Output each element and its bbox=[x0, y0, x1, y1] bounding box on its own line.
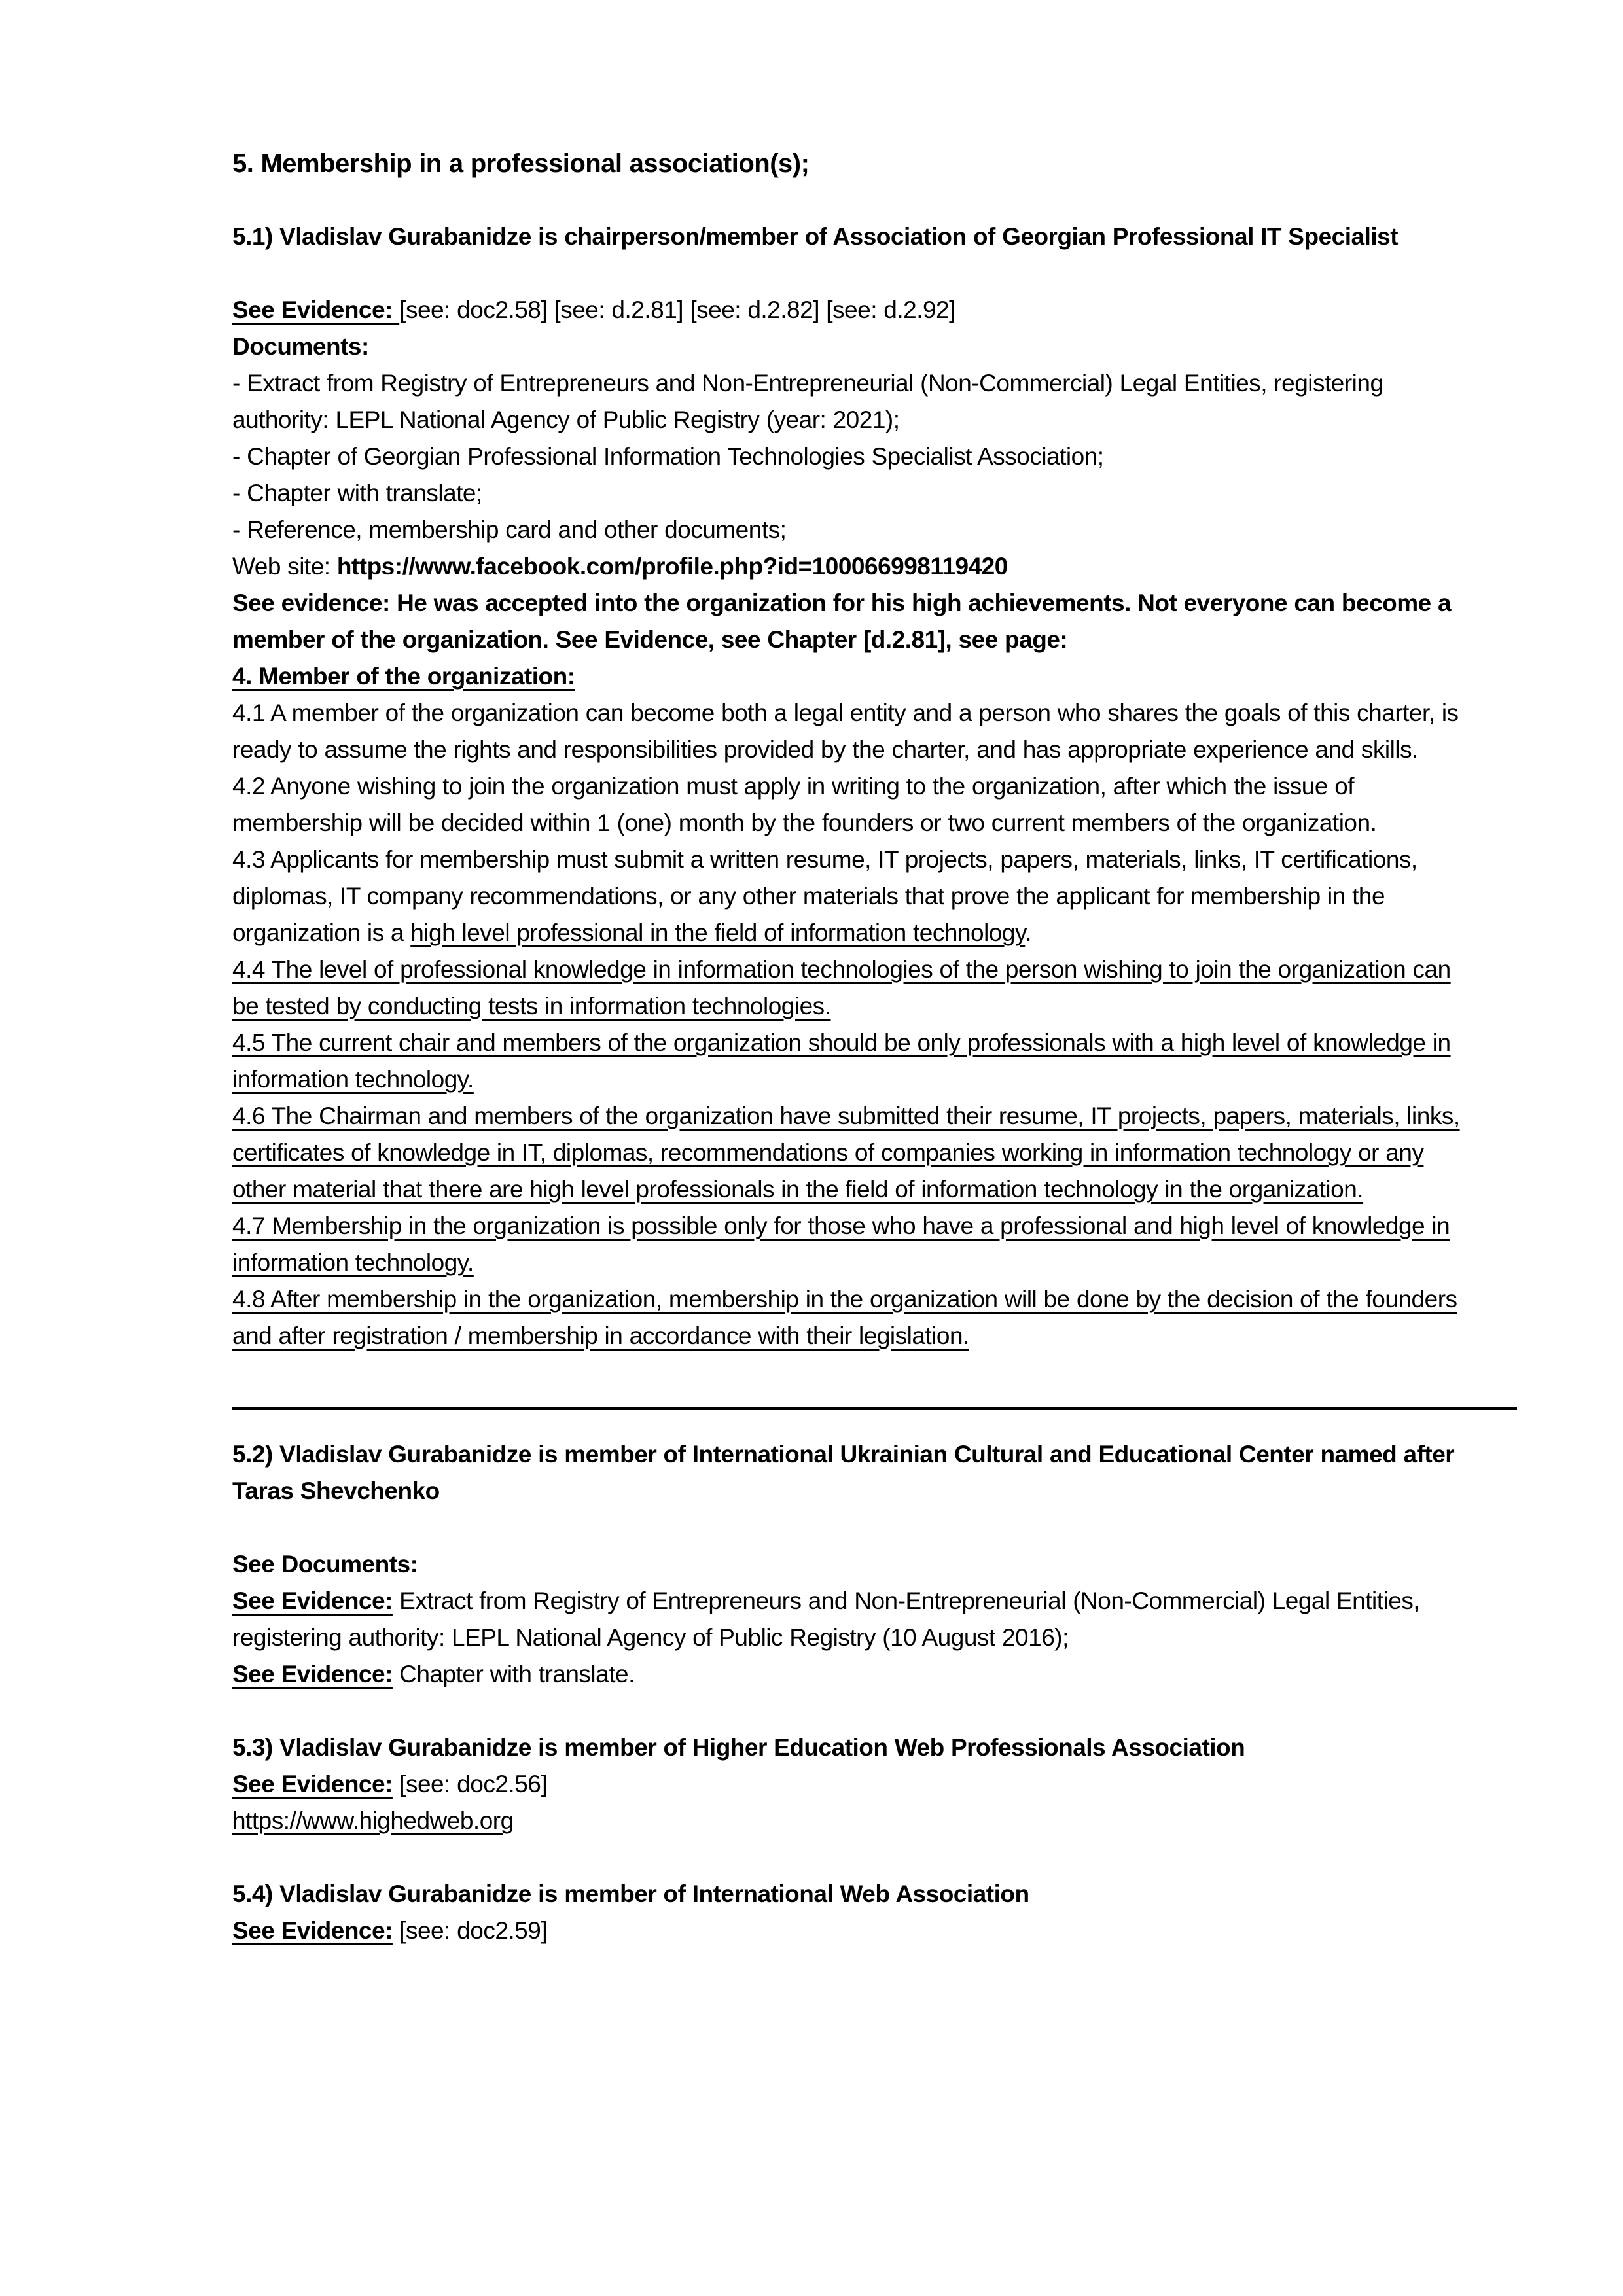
evidence-5-4-text-0: See Evidence: bbox=[232, 1917, 393, 1944]
evidence-5-2a-text-1: Extract from Registry of Entrepreneurs and Non-Entrepreneurial (Non-Commercial) Legal Entities, registering authority: LEPL National Agency of Public Registry (10 August 2016); bbox=[232, 1587, 1420, 1651]
blank-line bbox=[232, 182, 1484, 219]
clause-4-6-text-0: 4.6 The Chairman and members of the organization have submitted their resume, IT projects, papers, materials, links, certificates of knowledge in IT, diplomas, recommendations of companies working in information technology or any other material that there are high level professionals in the field of information technology in the organization. bbox=[232, 1103, 1460, 1203]
blank-line bbox=[232, 1693, 1484, 1729]
highedweb-line bbox=[232, 1803, 1484, 1839]
clause-4-3-text-1: high level professional in the field of information technology bbox=[410, 919, 1026, 946]
chapter-heading-4 bbox=[232, 658, 1484, 695]
clause-4-6 bbox=[232, 1098, 1484, 1208]
clause-4-2-text-0: 4.2 Anyone wishing to join the organization must apply in writing to the organization, after which the issue of membership will be decided within 1 (one) month by the founders or two current members of the organization. bbox=[232, 773, 1377, 836]
blank-line bbox=[232, 1354, 1484, 1391]
blank-line bbox=[232, 1510, 1484, 1546]
document-item-2 bbox=[232, 438, 1484, 475]
see-documents-label bbox=[232, 1546, 1484, 1583]
evidence-5-2b-text-1: Chapter with translate. bbox=[392, 1661, 635, 1687]
heading-5-3 bbox=[232, 1729, 1484, 1766]
evidence-note bbox=[232, 585, 1484, 658]
document-item-3-text-0: - Chapter with translate; bbox=[232, 480, 482, 506]
heading-5-2-text-2: Taras Shevchenko bbox=[232, 1477, 440, 1504]
evidence-5-3 bbox=[232, 1766, 1484, 1803]
clause-4-5 bbox=[232, 1025, 1484, 1098]
evidence-5-2b-text-0: See Evidence: bbox=[232, 1661, 393, 1687]
document-item-4-text-0: - Reference, membership card and other documents; bbox=[232, 516, 787, 543]
document-item-1-text-0: - Extract from Registry of Entrepreneurs and Non-Entrepreneurial (Non-Commercial) Legal Entities, registering authority: LEPL National Agency of Public Registry (year: 2021); bbox=[232, 370, 1383, 433]
clause-4-3 bbox=[232, 841, 1484, 951]
blank-line bbox=[232, 255, 1484, 292]
documents-label bbox=[232, 328, 1484, 365]
clause-4-1 bbox=[232, 695, 1484, 768]
evidence-5-4 bbox=[232, 1913, 1484, 1949]
evidence-5-2a-text-0: See Evidence: bbox=[232, 1587, 393, 1614]
highedweb-link[interactable]: https://www.highedweb.org bbox=[232, 1807, 514, 1834]
heading-5-2 bbox=[232, 1436, 1484, 1510]
clause-4-7 bbox=[232, 1208, 1484, 1281]
clause-4-2 bbox=[232, 768, 1484, 841]
evidence-5-1-text-0: See Evidence: bbox=[232, 296, 400, 323]
document-item-1 bbox=[232, 365, 1484, 438]
evidence-5-2a bbox=[232, 1583, 1484, 1656]
heading-5-4-text-0: 5.4) Vladislav Gurabanidze is member of International Web Association bbox=[232, 1881, 1029, 1907]
evidence-5-3-text-1: [see: doc2.56] bbox=[392, 1771, 548, 1797]
evidence-5-1 bbox=[232, 292, 1484, 328]
evidence-5-4-text-1: [see: doc2.59] bbox=[392, 1917, 548, 1944]
website-line-text-0: Web site: bbox=[232, 553, 337, 580]
evidence-5-2b bbox=[232, 1656, 1484, 1693]
clause-4-8-text-0: 4.8 After membership in the organization, membership in the organization will be done by the decision of the founders and after registration / membership in accordance with their legislation. bbox=[232, 1286, 1457, 1349]
website-line bbox=[232, 548, 1484, 585]
heading-5-2-text-0: 5.2) Vladislav Gurabanidze is member of International Ukrainian Cultural and Educational Center named after bbox=[232, 1441, 1455, 1468]
blank-line bbox=[232, 1839, 1484, 1876]
document-item-3 bbox=[232, 475, 1484, 512]
clause-4-3-text-2: . bbox=[1025, 919, 1032, 946]
evidence-5-3-text-0: See Evidence: bbox=[232, 1771, 393, 1797]
heading-membership-text-0: 5. Membership in a professional association(s); bbox=[232, 149, 810, 178]
document-item-4 bbox=[232, 512, 1484, 548]
chapter-heading-4-text-0: 4. Member of the organization: bbox=[232, 663, 575, 690]
clause-4-7-text-0: 4.7 Membership in the organization is possible only for those who have a professional and high level of knowledge in information technology. bbox=[232, 1212, 1450, 1276]
facebook-profile-link[interactable]: https://www.facebook.com/profile.php?id=100066998119420 bbox=[336, 553, 1008, 580]
heading-5-3-text-0: 5.3) Vladislav Gurabanidze is member of Higher Education Web Professionals Association bbox=[232, 1734, 1245, 1761]
see-documents-label-text-0: See Documents: bbox=[232, 1551, 418, 1578]
clause-4-8 bbox=[232, 1281, 1484, 1354]
heading-5-1-text-0: 5.1) Vladislav Gurabanidze is chairperson/member of Association of Georgian Professional IT Specialist bbox=[232, 223, 1399, 250]
heading-5-1 bbox=[232, 219, 1484, 255]
clause-4-4-text-0: 4.4 The level of professional knowledge in information technologies of the person wishing to join the organization can be tested by conducting tests in information technologies. bbox=[232, 956, 1451, 1019]
documents-label-text-0: Documents: bbox=[232, 333, 369, 360]
evidence-note-text-0: See evidence: He was accepted into the organization for his high achievements. Not everyone can become a member of the organization. See Evidence, see Chapter [d.2.81], see page: bbox=[232, 590, 1452, 653]
heading-5-4 bbox=[232, 1876, 1484, 1913]
clause-4-1-text-0: 4.1 A member of the organization can become both a legal entity and a person who shares the goals of this charter, is ready to assume the rights and responsibilities provided by the charter, and has appropriate experience and skills. bbox=[232, 699, 1459, 763]
evidence-5-1-text-1: [see: doc2.58] [see: d.2.81] [see: d.2.82] [see: d.2.92] bbox=[399, 296, 955, 323]
heading-membership bbox=[232, 145, 1484, 182]
document-item-2-text-0: - Chapter of Georgian Professional Information Technologies Specialist Association; bbox=[232, 443, 1104, 470]
section-divider bbox=[232, 1407, 1517, 1410]
clause-4-4 bbox=[232, 951, 1484, 1025]
clause-4-5-text-0: 4.5 The current chair and members of the organization should be only professionals with a high level of knowledge in information technology. bbox=[232, 1029, 1451, 1093]
clause-4-3-text-0: 4.3 Applicants for membership must submit a written resume, IT projects, papers, materials, links, IT certifications, diplomas, IT company recommendations, or any other materials that prove the applicant for membership in the organization is a bbox=[232, 846, 1418, 946]
